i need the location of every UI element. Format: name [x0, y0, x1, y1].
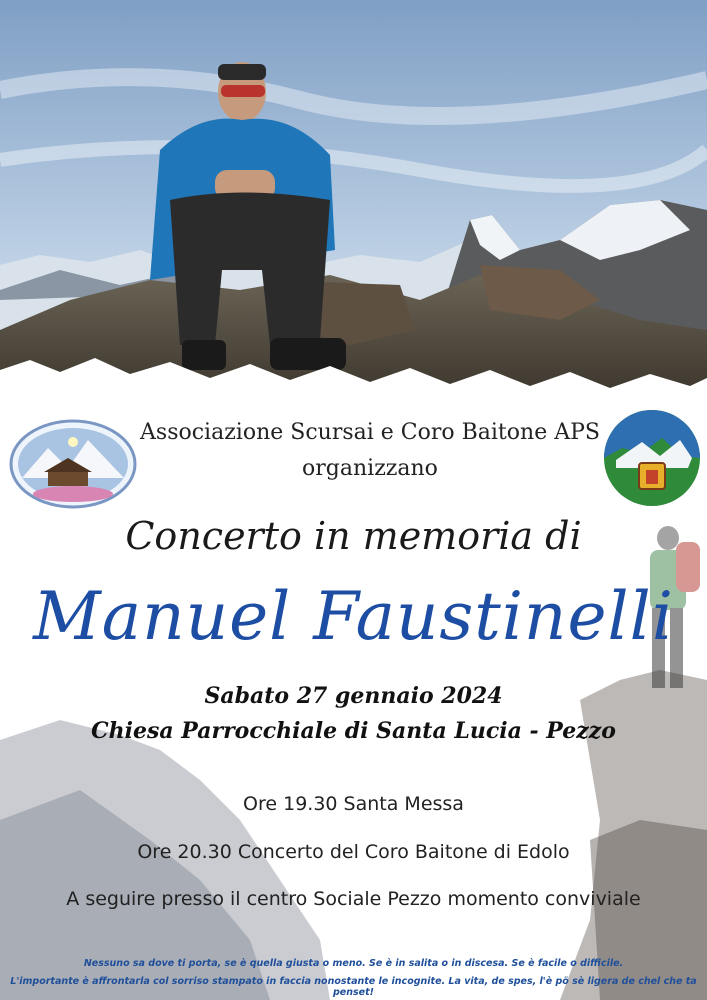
event-subtitle: Concerto in memoria di — [125, 514, 582, 558]
header-photo — [0, 0, 707, 400]
quote-line: Nessuno sa dove ti porta, se è quella giusta o meno. Se è in salita o in discesa. Se è facile o difficile. — [83, 958, 624, 969]
schedule-item: Ore 19.30 Santa Messa — [243, 793, 464, 815]
event-venue: Chiesa Parrocchiale di Santa Lucia - Pezzo — [91, 718, 616, 744]
schedule-item: Ore 20.30 Concerto del Coro Baitone di Edolo — [137, 841, 570, 863]
quote-line: L'importante è affrontarla col sorriso stampato in faccia nonostante le incognite. La vita, de spes, l'è pö sè ligera de chel che ta penset! — [10, 976, 697, 998]
event-date: Sabato 27 gennaio 2024 — [204, 683, 503, 709]
organizers-line: Associazione Scursai e Coro Baitone APS — [140, 420, 600, 445]
schedule-item: A seguire presso il centro Sociale Pezzo momento conviviale — [66, 888, 641, 910]
honoree-name: Manuel Faustinelli — [33, 578, 674, 655]
organizers-verb: organizzano — [302, 456, 438, 481]
mountain-summit-photo-icon — [0, 0, 707, 400]
